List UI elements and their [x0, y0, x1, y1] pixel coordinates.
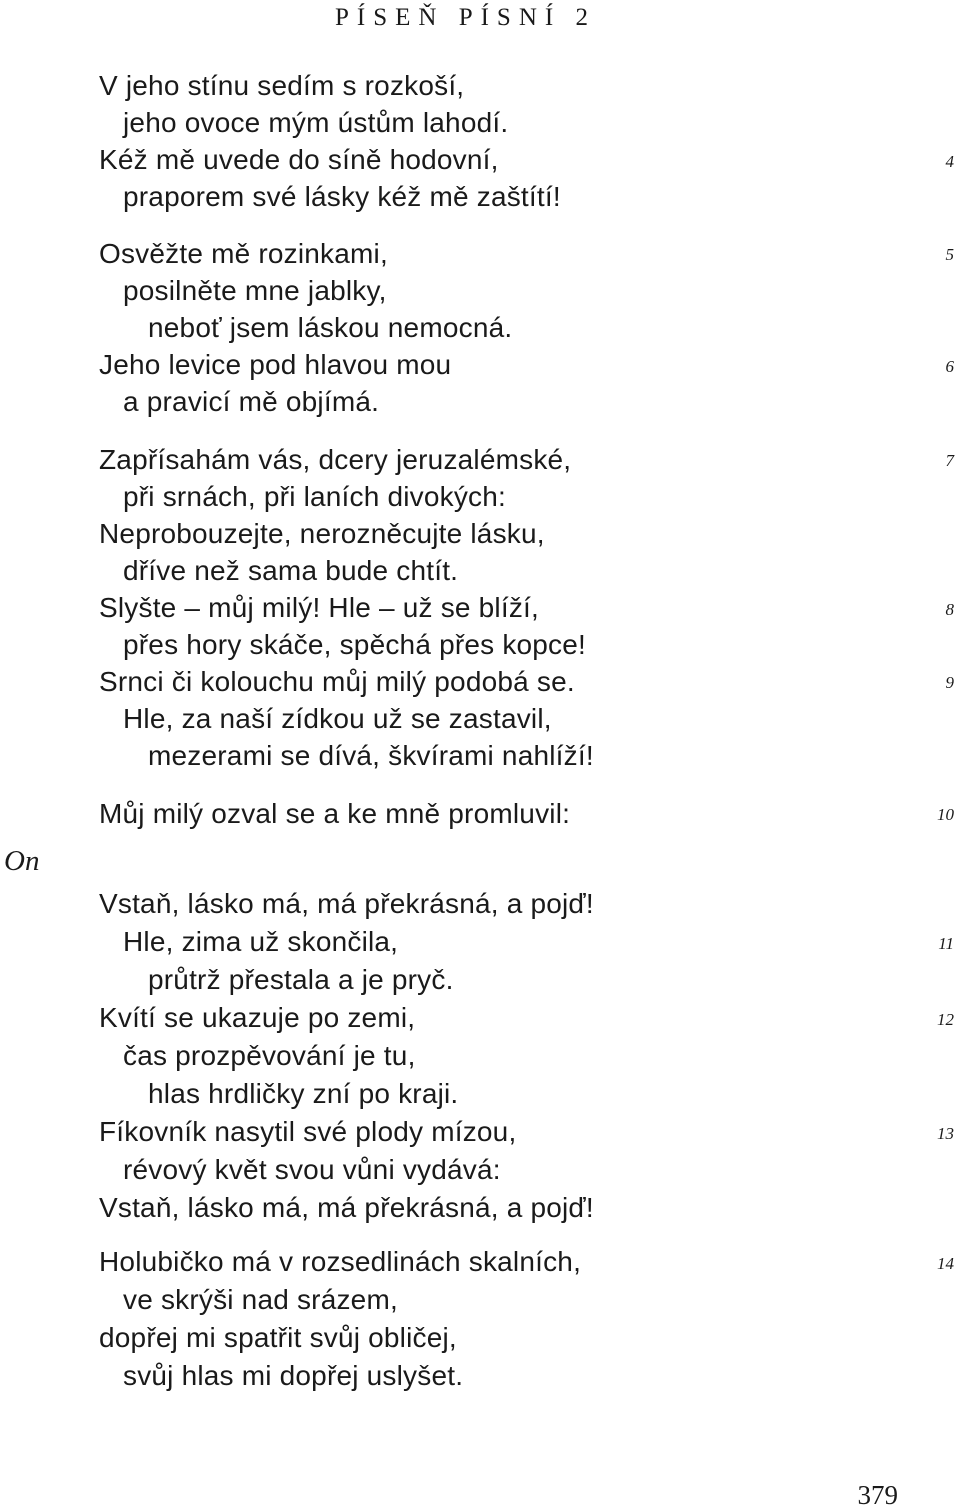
verse-line: Jeho levice pod hlavou mou — [99, 349, 452, 380]
verse-line: Můj milý ozval se a ke mně promluvil: — [99, 798, 571, 829]
speaker-label: On — [4, 845, 40, 877]
verse-line: mezerami se dívá, škvírami nahlíží! — [148, 740, 594, 771]
verse-line: Holubičko má v rozsedlinách skalních, — [99, 1246, 582, 1277]
verse-number: 8 — [945, 600, 954, 619]
verse-line: Osvěžte mě rozinkami, — [99, 238, 388, 269]
verse-number: 4 — [945, 152, 954, 171]
verse-line: Kéž mě uvede do síně hodovní, — [99, 144, 499, 175]
verse-number: 6 — [945, 357, 954, 376]
running-header: PÍSEŇ PÍSNÍ 2 — [335, 4, 596, 31]
verse-number: 5 — [945, 245, 954, 264]
verse-line: Neprobouzejte, nerozněcujte lásku, — [99, 518, 545, 549]
verse-line: a pravicí mě objímá. — [123, 386, 380, 417]
page-number: 379 — [857, 1480, 898, 1510]
verse-line: neboť jsem láskou nemocná. — [148, 312, 513, 343]
verse-line: svůj hlas mi dopřej uslyšet. — [123, 1360, 464, 1391]
verse-line: posilněte mne jablky, — [123, 275, 387, 306]
verse-number: 14 — [937, 1254, 954, 1273]
verse-line: při srnách, při laních divokých: — [123, 481, 507, 512]
verse-line: Vstaň, lásko má, má překrásná, a pojď! — [99, 888, 594, 919]
verse-number: 10 — [937, 805, 954, 824]
verse-number: 9 — [945, 673, 954, 692]
verse-number: 7 — [945, 451, 954, 470]
verse-line: Fíkovník nasytil své plody mízou, — [99, 1116, 517, 1147]
verse-line: V jeho stínu sedím s rozkoší, — [99, 70, 465, 101]
verse-line: dříve než sama bude chtít. — [123, 555, 459, 586]
verse-line: průtrž přestala a je pryč. — [148, 964, 454, 995]
verse-line: Slyšte – můj milý! Hle – už se blíží, — [99, 592, 539, 623]
verse-line: ve skrýši nad srázem, — [123, 1284, 398, 1315]
verse-line: Kvítí se ukazuje po zemi, — [99, 1002, 416, 1033]
verse-line: Hle, za naší zídkou už se zastavil, — [123, 703, 552, 734]
verse-number: 12 — [937, 1010, 954, 1029]
verse-line: praporem své lásky kéž mě zaštítí! — [123, 181, 561, 212]
verse-line: Srnci či kolouchu můj milý podobá se. — [99, 666, 575, 697]
verse-line: čas prozpěvování je tu, — [123, 1040, 416, 1071]
verse-line: přes hory skáče, spěchá přes kopce! — [123, 629, 587, 660]
verse-line: Vstaň, lásko má, má překrásná, a pojď! — [99, 1192, 594, 1223]
verse-line: révový květ svou vůni vydává: — [123, 1154, 501, 1185]
verse-line: Hle, zima už skončila, — [123, 926, 399, 957]
verse-number: 13 — [937, 1124, 954, 1143]
verse-line: hlas hrdličky zní po kraji. — [148, 1078, 459, 1109]
verse-line: jeho ovoce mým ústům lahodí. — [123, 107, 509, 138]
verse-line: Zapřísahám vás, dcery jeruzalémské, — [99, 444, 572, 475]
verse-line: dopřej mi spatřit svůj obličej, — [99, 1322, 457, 1353]
verse-number: 11 — [938, 934, 954, 953]
